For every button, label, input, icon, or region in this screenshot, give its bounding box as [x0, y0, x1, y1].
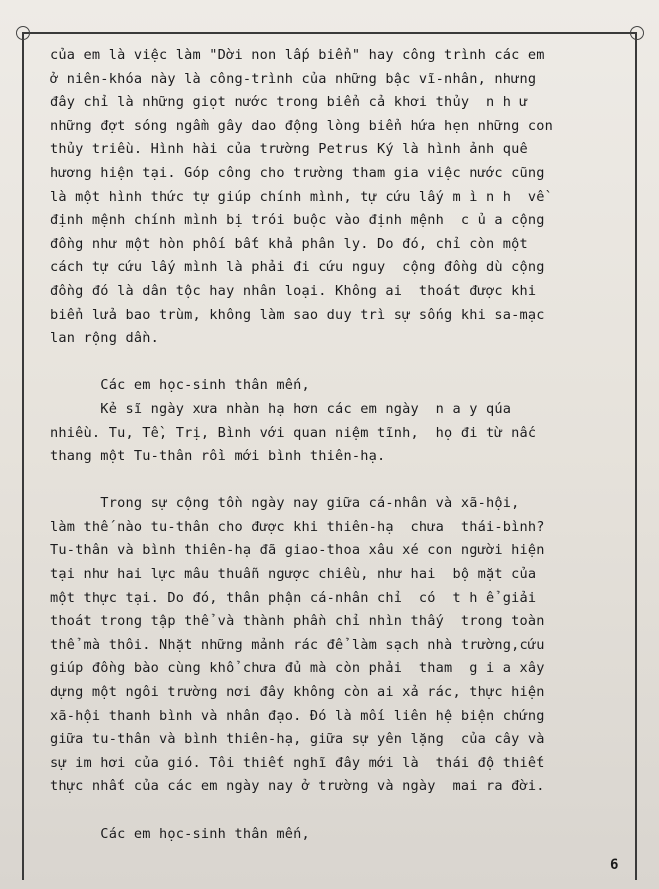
- text-line: thực nhất của các em ngày nay ở trường và ngày mai ra đời.: [50, 778, 545, 795]
- text-line: giúp đồng bào cùng khổ chưa đủ mà còn phải tham g i a xây: [50, 660, 545, 677]
- text-line: Kẻ sĩ ngày xưa nhàn hạ hơn các em ngày n a y qúa: [50, 400, 512, 417]
- text-line: những đợt sóng ngầm gây dao động lòng biển hứa hẹn những con: [50, 117, 554, 134]
- corner-mark-left: [16, 26, 30, 40]
- text-line: cách tự cứu lấy mình là phải đi cứu nguy cộng đồng dù cộng: [50, 259, 545, 276]
- text-line: thủy triều. Hình hài của trường Petrus Ký là hình ảnh quê: [50, 141, 528, 158]
- text-line: xã-hội thanh bình và nhân đạo. Đó là mối liên hệ biện chứng: [50, 707, 545, 724]
- text-line: lan rộng dần.: [50, 330, 159, 347]
- text-line: hương hiện tại. Góp công cho trường tham gia việc nước cũng: [50, 164, 545, 181]
- salutation-2: Các em học-sinh thân mến,: [50, 825, 310, 842]
- corner-mark-right: [630, 26, 644, 40]
- text-line: đây chỉ là những giọt nước trong biển cả khơi thủy n h ư: [50, 94, 528, 111]
- text-line: một thực tại. Do đó, thân phận cá-nhân chỉ có t h ể giải: [50, 589, 537, 606]
- text-line: đồng đó là dân tộc hay nhân loại. Không ai thoát được khi: [50, 282, 537, 299]
- text-line: biển lửa bao trùm, không làm sao duy trì sự sống khi sa-mạc: [50, 306, 545, 323]
- paragraph-2: [50, 398, 630, 469]
- text-line: của em là việc làm "Dời non lấp biển" hay công trình các em: [50, 47, 545, 63]
- page-number: 6: [610, 857, 619, 873]
- text-line: sự im hơi của gió. Tôi thiết nghĩ đây mới là thái độ thiết: [50, 754, 545, 771]
- text-line: Tu-thân và bình thiên-hạ đã giao-thoa xâu xé con người hiện: [50, 542, 545, 559]
- text-line: Trong sự cộng tồn ngày nay giữa cá-nhân và xã-hội,: [50, 495, 520, 512]
- text-line: làm thế nào tu-thân cho được khi thiên-hạ chưa thái-bình?: [50, 518, 545, 535]
- text-line: thể mà thôi. Nhặt những mảnh rác để làm sạch nhà trường,cứu: [50, 636, 545, 653]
- text-line: giữa tu-thân và bình thiên-hạ, giữa sự yên lặng của cây và: [50, 731, 545, 748]
- text-line: tại như hai lực mâu thuẫn ngược chiều, như hai bộ mặt của: [50, 566, 537, 583]
- text-line: đồng như một hòn phối bất khả phân ly. Do đó, chỉ còn một: [50, 235, 528, 252]
- text-line: định mệnh chính mình bị trói buộc vào định mệnh c ủ a cộng: [50, 212, 545, 229]
- text-line: thang một Tu-thân rồi mới bình thiên-hạ.: [50, 448, 386, 465]
- paragraph-1: [50, 44, 630, 351]
- body-text: [50, 44, 630, 846]
- text-line: nhiều. Tu, Tề, Trị, Bình với quan niệm tĩnh, họ đi từ nấc: [50, 424, 537, 441]
- paragraph-3: [50, 492, 630, 799]
- text-line: thoát trong tập thể và thành phần chỉ nhìn thấy trong toàn: [50, 613, 545, 630]
- salutation-1: Các em học-sinh thân mến,: [50, 377, 310, 394]
- text-line: dựng một ngôi trường nơi đây không còn ai xả rác, thực hiện: [50, 684, 545, 701]
- text-line: là một hình thức tự giúp chính mình, tự cứu lấy m ì n h về: [50, 188, 545, 205]
- text-line: ở niên-khóa này là công-trình của những bậc vĩ-nhân, nhưng: [50, 70, 537, 87]
